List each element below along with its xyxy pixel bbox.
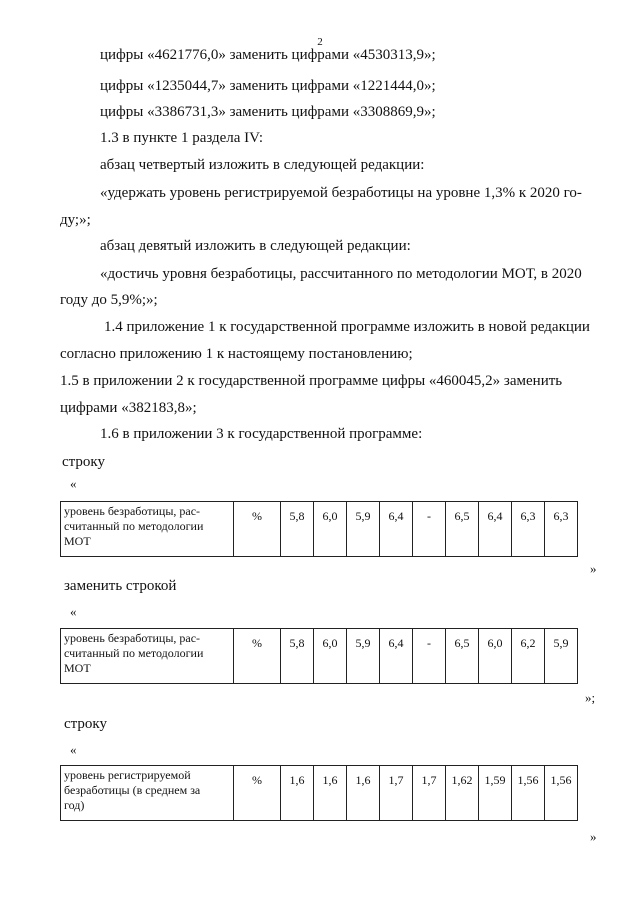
text-line-2: цифры «1235044,7» заменить цифрами «1221444,0»; xyxy=(100,78,436,94)
value-cell-5: 1,7 xyxy=(413,766,446,821)
data-table-1 xyxy=(60,501,578,557)
value-cell-5: - xyxy=(413,502,446,557)
text-line-10: году до 5,9%;»; xyxy=(60,292,158,308)
value-cell-1: 1,6 xyxy=(281,766,314,821)
quote-open-1: « xyxy=(70,476,77,491)
text-line-7: ду;»; xyxy=(60,212,91,228)
text-line-14: цифрами «382183,8»; xyxy=(60,400,197,416)
value-cell-8: 1,56 xyxy=(512,766,545,821)
value-cell-7: 6,0 xyxy=(479,629,512,684)
data-table-2 xyxy=(60,628,578,684)
text-line-8: абзац девятый изложить в следующей редакции: xyxy=(100,238,411,254)
value-cell-7: 1,59 xyxy=(479,766,512,821)
quote-close-2: »; xyxy=(585,690,596,705)
quote-open-2: « xyxy=(70,604,77,619)
value-cell-2: 6,0 xyxy=(314,502,347,557)
value-cell-2: 6,0 xyxy=(314,629,347,684)
row-unit: % xyxy=(234,629,281,684)
row-label: уровень безработицы, рас- считанный по методологии МОТ xyxy=(61,629,234,684)
text-line-3: цифры «3386731,3» заменить цифрами «3308869,9»; xyxy=(100,104,436,120)
value-cell-9: 1,56 xyxy=(545,766,578,821)
value-cell-6: 6,5 xyxy=(446,629,479,684)
value-cell-9: 5,9 xyxy=(545,629,578,684)
value-cell-4: 1,7 xyxy=(380,766,413,821)
text-line-5: абзац четвертый изложить в следующей редакции: xyxy=(100,157,425,173)
value-cell-7: 6,4 xyxy=(479,502,512,557)
value-cell-8: 6,3 xyxy=(512,502,545,557)
value-cell-3: 5,9 xyxy=(347,629,380,684)
quote-close-1: » xyxy=(590,561,597,576)
value-cell-3: 1,6 xyxy=(347,766,380,821)
value-cell-6: 1,62 xyxy=(446,766,479,821)
data-table-3 xyxy=(60,765,578,821)
text-line-11: 1.4 приложение 1 к государственной программе изложить в новой редакции xyxy=(104,319,590,335)
value-cell-2: 1,6 xyxy=(314,766,347,821)
replace-line: заменить строкой xyxy=(64,578,177,594)
row-unit: % xyxy=(234,766,281,821)
value-cell-4: 6,4 xyxy=(380,502,413,557)
value-cell-5: - xyxy=(413,629,446,684)
value-cell-8: 6,2 xyxy=(512,629,545,684)
table-row xyxy=(61,629,578,684)
text-line-15: 1.6 в приложении 3 к государственной программе: xyxy=(100,426,423,442)
value-cell-1: 5,8 xyxy=(281,629,314,684)
row-unit: % xyxy=(234,502,281,557)
quote-open-3: « xyxy=(70,742,77,757)
value-cell-9: 6,3 xyxy=(545,502,578,557)
table-row xyxy=(61,502,578,557)
page-number: 2 xyxy=(317,36,323,48)
value-cell-1: 5,8 xyxy=(281,502,314,557)
value-cell-6: 6,5 xyxy=(446,502,479,557)
table-row xyxy=(61,766,578,821)
text-line-13: 1.5 в приложении 2 к государственной программе цифры «460045,2» заменить xyxy=(60,373,563,389)
row-line: строку xyxy=(64,716,107,732)
quote-close-3: » xyxy=(590,829,597,844)
text-line-6: «удержать уровень регистрируемой безработицы на уровне 1,3% к 2020 го- xyxy=(100,185,582,201)
value-cell-3: 5,9 xyxy=(347,502,380,557)
value-cell-4: 6,4 xyxy=(380,629,413,684)
text-line-16: строку xyxy=(62,454,105,470)
text-line-1: цифры «4621776,0» заменить цифрами «4530313,9»; xyxy=(100,47,436,63)
row-label: уровень регистрируемой безработицы (в среднем за год) xyxy=(61,766,234,821)
text-line-4: 1.3 в пункте 1 раздела IV: xyxy=(100,130,264,146)
row-label: уровень безработицы, рас- считанный по методологии МОТ xyxy=(61,502,234,557)
text-line-9: «достичь уровня безработицы, рассчитанного по методологии МОТ, в 2020 xyxy=(100,266,582,282)
text-line-12: согласно приложению 1 к настоящему постановлению; xyxy=(60,346,413,362)
